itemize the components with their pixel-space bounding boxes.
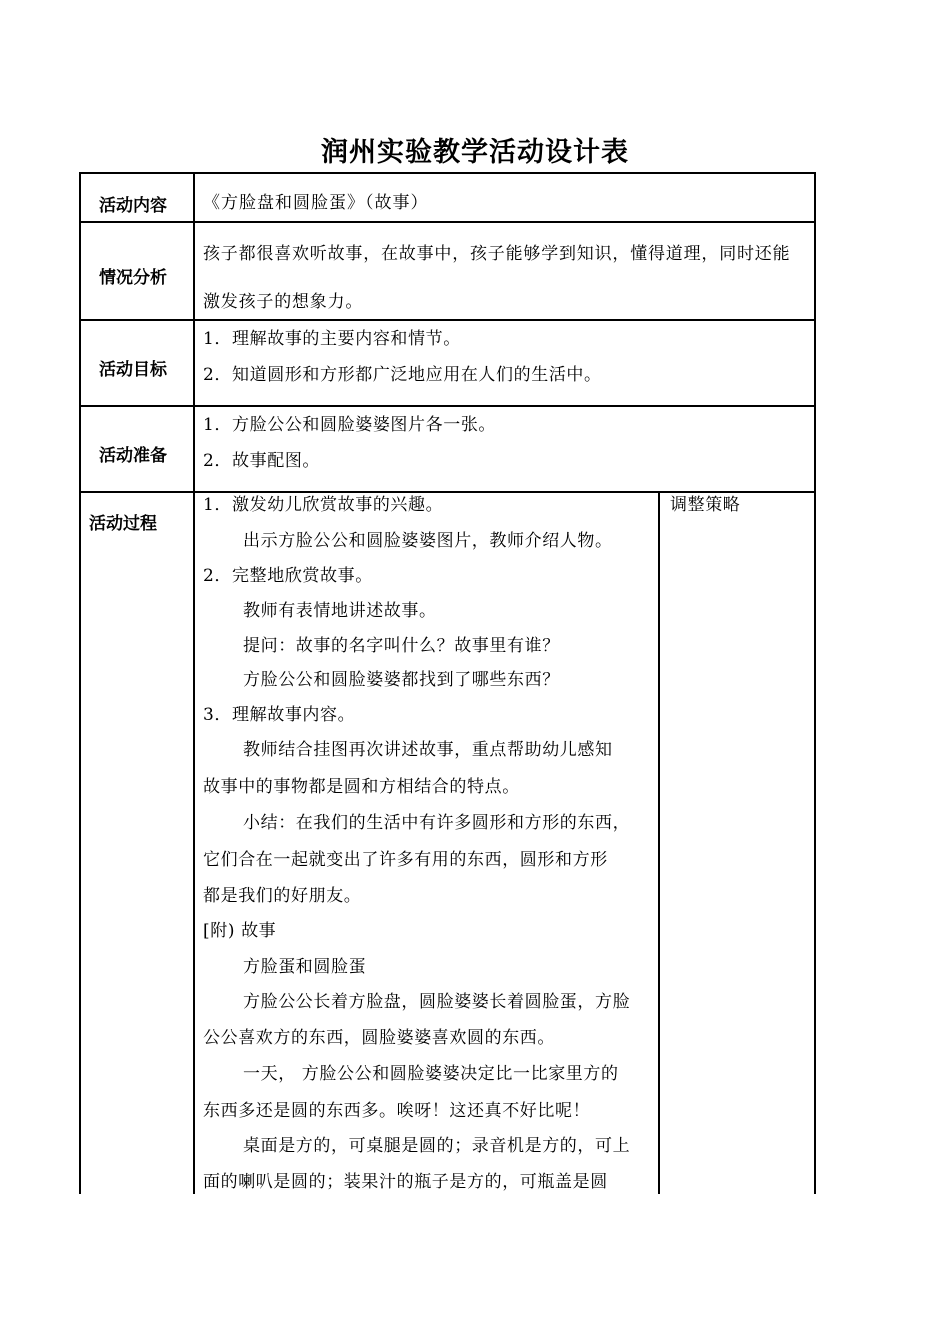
process-line: 方脸蛋和圆脸蛋 [243,957,367,977]
row-divider-2 [79,319,816,321]
label-goals: 活动目标 [99,360,167,380]
process-line: 3．理解故事内容。 [203,705,356,725]
strategy-column-divider [658,491,660,1194]
process-line: 2．完整地欣赏故事。 [203,566,373,586]
process-line: 面的喇叭是圆的；装果汁的瓶子是方的，可瓶盖是圆 [203,1172,608,1192]
process-line: 出示方脸公公和圆脸婆婆图片，教师介绍人物。 [243,531,613,551]
table-border-top [79,172,816,174]
process-line: 方脸公公长着方脸盘，圆脸婆婆长着圆脸蛋，方脸 [243,992,631,1012]
label-analysis: 情况分析 [99,268,167,288]
prep-item: 1．方脸公公和圆脸婆婆图片各一张。 [203,415,497,435]
process-line: 教师结合挂图再次讲述故事，重点帮助幼儿感知 [243,740,613,760]
label-prep: 活动准备 [99,446,167,466]
process-line: 公公喜欢方的东西，圆脸婆婆喜欢圆的东西。 [203,1028,555,1048]
row-divider-3 [79,405,816,407]
process-line: 东西多还是圆的东西多。唉呀！这还真不好比呢！ [203,1101,591,1121]
label-process: 活动过程 [89,514,157,534]
process-line: 方脸公公和圆脸婆婆都找到了哪些东西？ [243,670,560,690]
label-content: 活动内容 [99,196,167,216]
analysis-line: 孩子都很喜欢听故事，在故事中，孩子能够学到知识，懂得道理，同时还能 [203,244,791,264]
process-line: 故事中的事物都是圆和方相结合的特点。 [203,777,520,797]
process-line: 一天， 方脸公公和圆脸婆婆决定比一比家里方的 [243,1064,619,1084]
process-line: 桌面是方的，可桌腿是圆的；录音机是方的，可上 [243,1136,631,1156]
prep-item: 2．故事配图。 [203,451,321,471]
process-line: 它们合在一起就变出了许多有用的东西，圆形和方形 [203,850,608,870]
table-border-left [79,172,81,1194]
page-title: 润州实验教学活动设计表 [321,137,629,168]
goal-item: 1．理解故事的主要内容和情节。 [203,329,461,349]
label-adjust-strategy: 调整策略 [670,495,741,515]
analysis-line: 激发孩子的想象力。 [203,292,364,312]
process-line: 教师有表情地讲述故事。 [243,601,437,621]
process-line: 小结：在我们的生活中有许多圆形和方形的东西， [243,813,631,833]
process-line: 提问：故事的名字叫什么？故事里有谁？ [243,636,560,656]
table-border-right [814,172,816,1194]
row-divider-4 [79,491,816,493]
content-value: 《方脸盘和圆脸蛋》（故事） [203,193,429,213]
label-column-divider [193,172,195,1194]
goal-item: 2．知道圆形和方形都广泛地应用在人们的生活中。 [203,365,602,385]
process-line: 1．激发幼儿欣赏故事的兴趣。 [203,495,444,515]
process-line: 都是我们的好朋友。 [203,886,362,906]
process-line: [附) 故事 [203,921,277,941]
row-divider-1 [79,221,816,223]
